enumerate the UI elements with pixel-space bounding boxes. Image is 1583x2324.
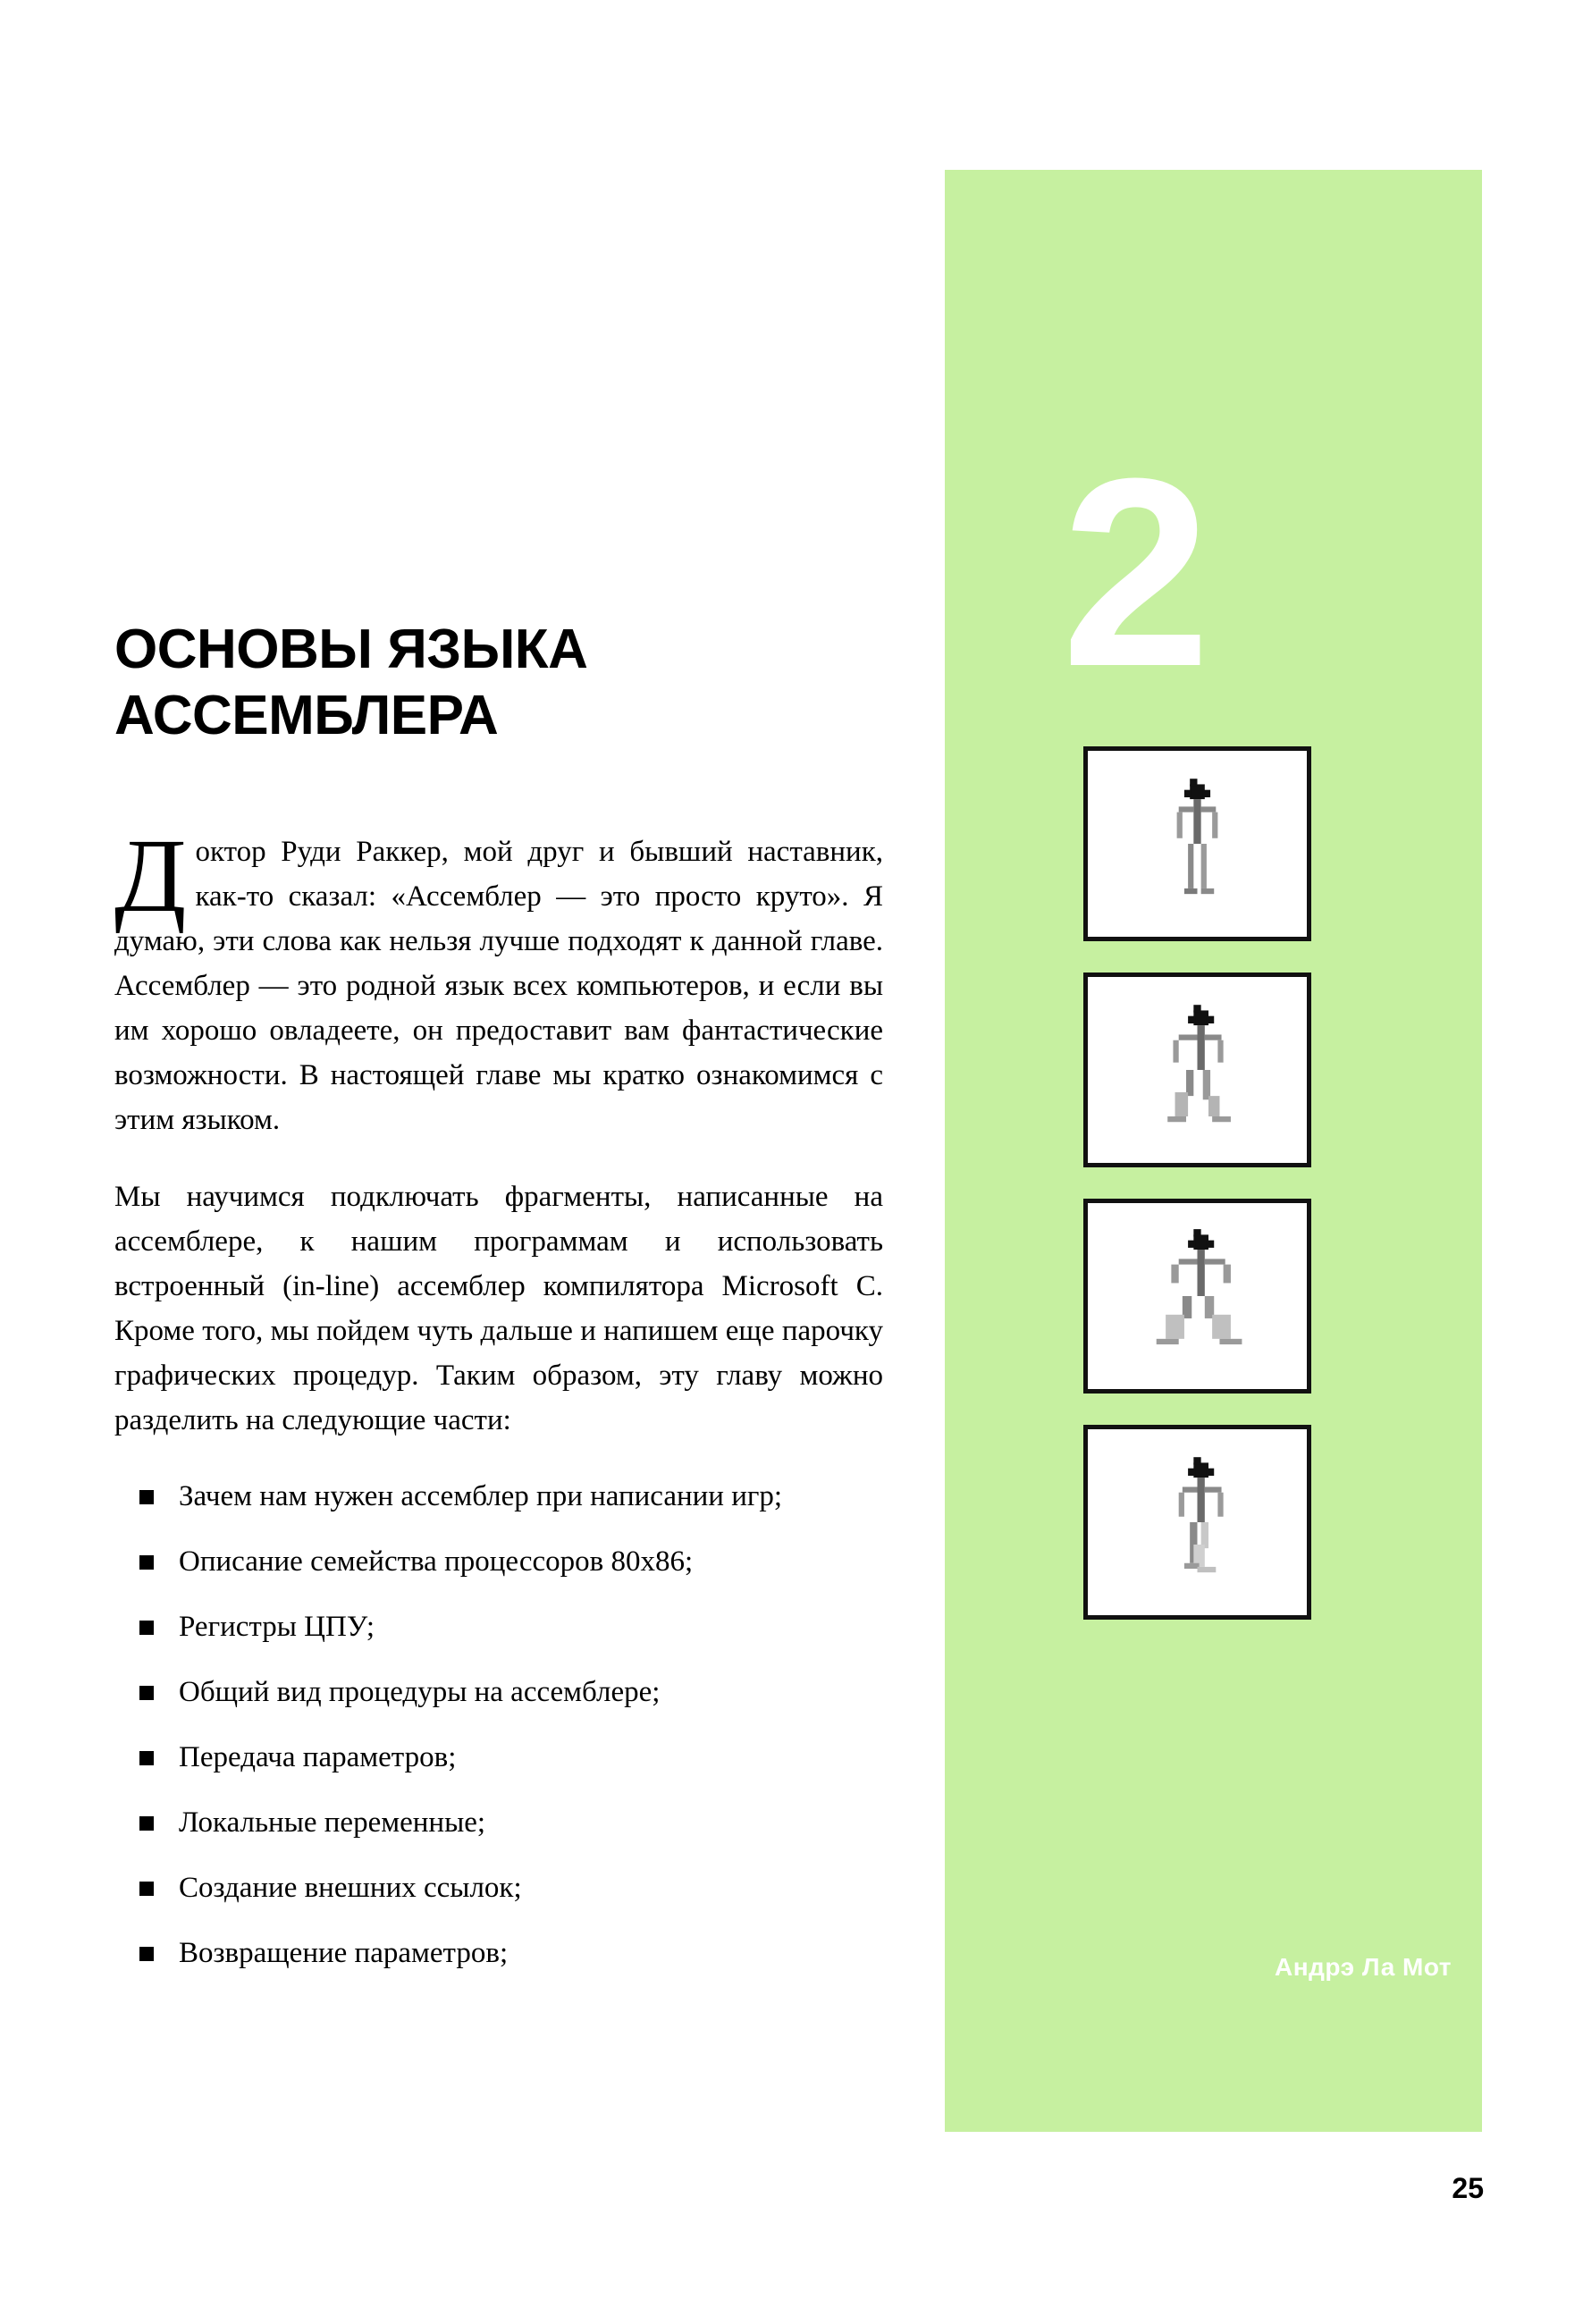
bullet-square-icon: [139, 1751, 154, 1765]
chapter-sidebar: [945, 170, 1482, 2132]
list-item: [114, 1866, 883, 1909]
list-item-label: Зачем нам нужен ассемблер при написании игр;: [179, 1480, 783, 1512]
intro-paragraph: [114, 817, 883, 1142]
walk-frame-2: [1083, 973, 1311, 1167]
page-title: ОСНОВЫ ЯЗЫКА АССЕМБЛЕРА: [114, 619, 588, 746]
list-item-label: Общий вид процедуры на ассемблере;: [179, 1676, 661, 1708]
bullet-square-icon: [139, 1686, 154, 1700]
drop-cap: Д: [114, 817, 187, 934]
walk-frame-3: [1083, 1199, 1311, 1394]
list-item-label: Возвращение параметров;: [179, 1937, 509, 1969]
stick-figure-icon: [1088, 751, 1307, 937]
list-item-label: Регистры ЦПУ;: [179, 1611, 375, 1643]
bullet-square-icon: [139, 1490, 154, 1504]
topic-list: [114, 1475, 883, 1975]
list-item-label: Локальные переменные;: [179, 1806, 486, 1839]
walk-frame-4: [1083, 1425, 1311, 1620]
stick-figure-icon: [1088, 1203, 1307, 1389]
author-name: Андрэ Ла Мот: [1274, 1953, 1452, 1981]
second-paragraph: Мы научимся подключать фрагменты, написанные на ассемблере, к нашим программам и использовать встроенный (in-line) ассемблер компилятора Microsoft C. Кроме того, мы пойдем чуть дальше и напишем еще парочку графических процедур. Таким образом, эту главу можно разделить на следующие части:: [114, 1181, 883, 1436]
sprite-frame-list: [1083, 746, 1316, 1651]
list-item: [114, 1540, 883, 1583]
bullet-square-icon: [139, 1947, 154, 1961]
stick-figure-icon: [1088, 1429, 1307, 1615]
list-item: [114, 1605, 883, 1648]
list-item-label: Создание внешних ссылок;: [179, 1872, 522, 1904]
main-content: [114, 617, 883, 1997]
intro-paragraph-text: октор Руди Раккер, мой друг и бывший наставник, как-то сказал: «Ассемблер — это просто круто». Я думаю, эти слова как нельзя лучше подходят к данной главе. Ассемблер — это родной язык всех компьютеров, и если вы им хорошо овладеете, он предоставит вам фантастические возможности. В настоящей главе мы кратко ознакомимся с этим языком.: [114, 836, 883, 1136]
list-item: [114, 1801, 883, 1844]
list-item-label: Передача параметров;: [179, 1741, 457, 1773]
bullet-square-icon: [139, 1555, 154, 1570]
list-item: [114, 1932, 883, 1975]
list-item: [114, 1475, 883, 1518]
stick-figure-icon: [1088, 977, 1307, 1163]
page-number: 25: [1452, 2172, 1484, 2204]
walk-frame-1: [1083, 746, 1311, 941]
list-item-label: Описание семейства процессоров 80x86;: [179, 1545, 694, 1578]
chapter-number: 2: [1061, 422, 1204, 722]
bullet-square-icon: [139, 1621, 154, 1635]
bullet-square-icon: [139, 1882, 154, 1896]
list-item: [114, 1671, 883, 1714]
bullet-square-icon: [139, 1816, 154, 1831]
list-item: [114, 1736, 883, 1779]
